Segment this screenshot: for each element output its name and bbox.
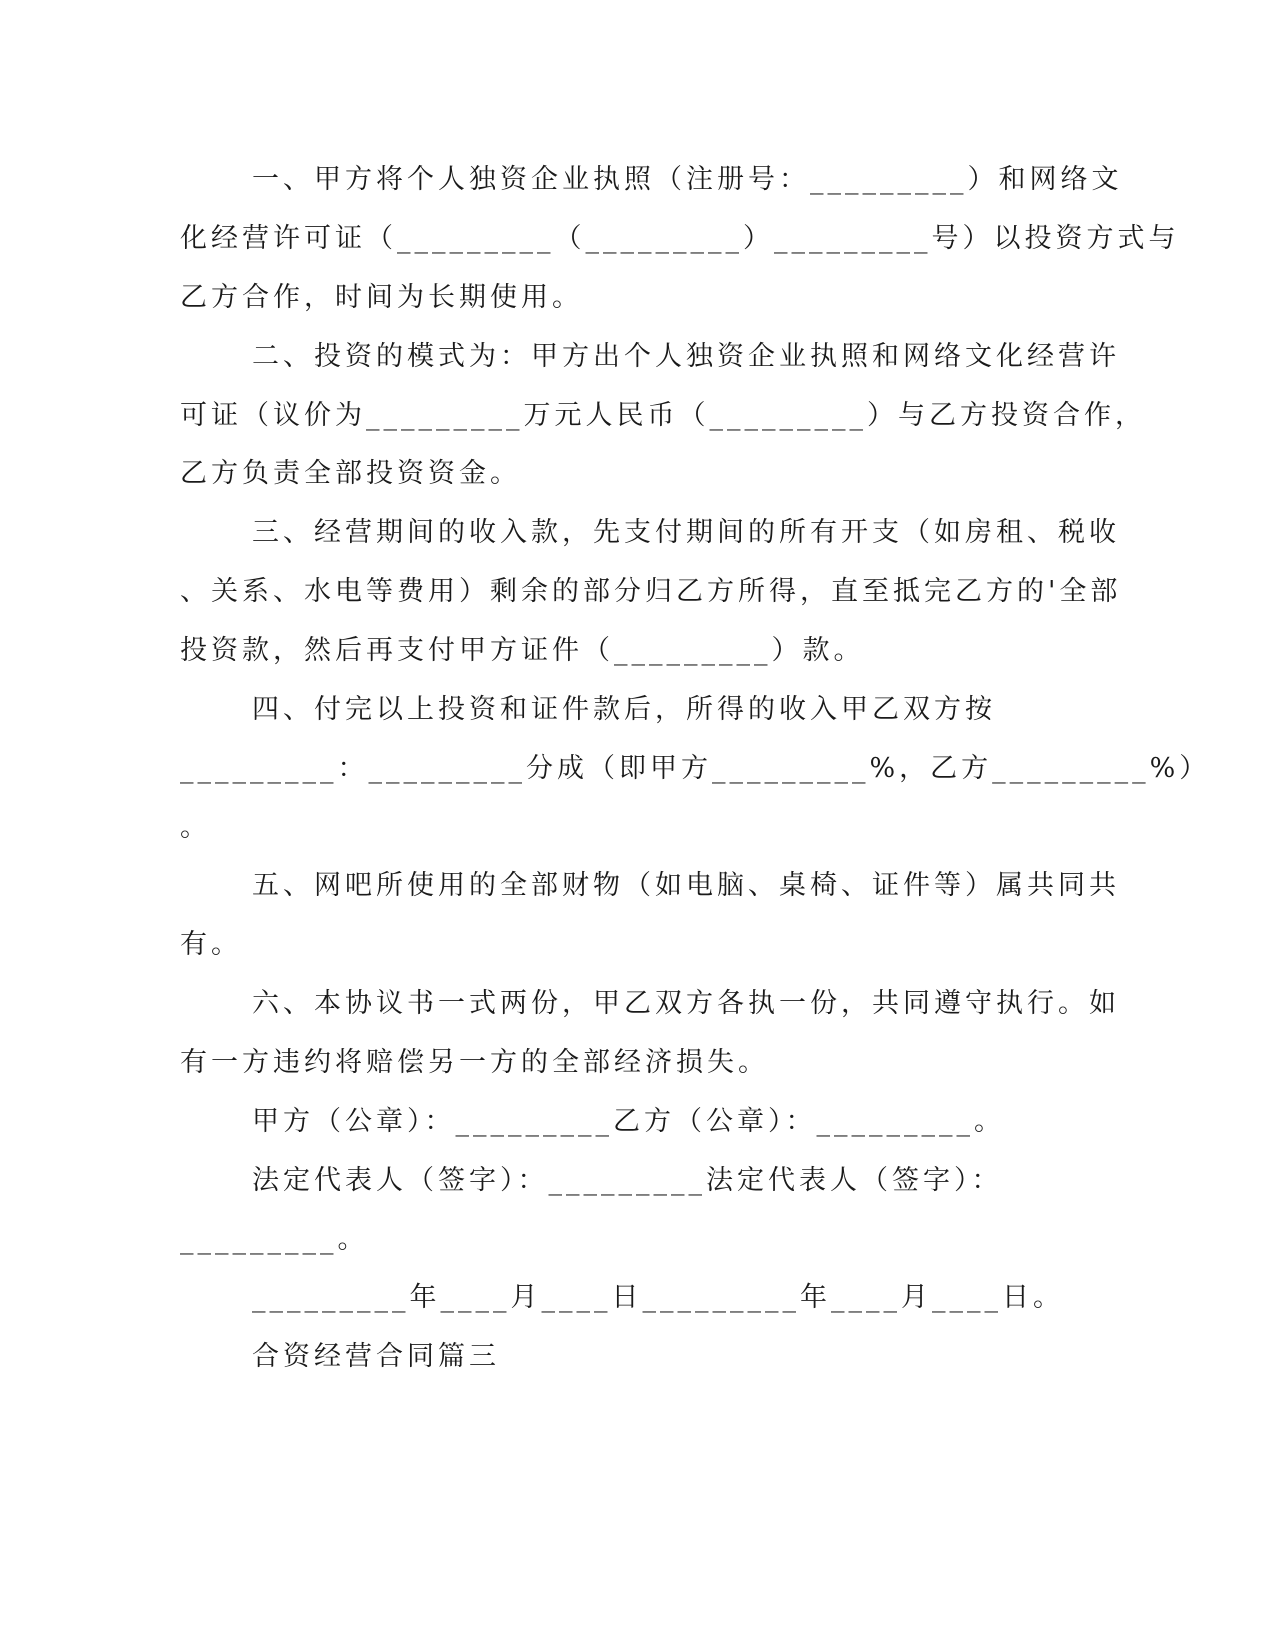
clause-1-line-3: 乙方合作，时间为长期使用。 (180, 282, 583, 313)
signature-line-2: _________。 (180, 1224, 369, 1255)
clause-1-line-2: 化经营许可证（_________（_________）_________号）以投资方式与 (180, 223, 1180, 254)
date-line: _________年____月____日_________年____月____日。 (252, 1282, 1064, 1313)
clause-2-line-3: 乙方负责全部投资资金。 (180, 458, 521, 489)
clause-2-line-1: 二、投资的模式为：甲方出个人独资企业执照和网络文化经营许 (252, 341, 1120, 372)
clause-4-line-2: _________：_________分成（即甲方_________%，乙方_________%） (180, 753, 1211, 784)
section-heading: 合资经营合同篇三 (252, 1341, 500, 1372)
clause-6-line-2: 有一方违约将赔偿另一方的全部经济损失。 (180, 1047, 769, 1078)
clause-2-line-2: 可证（议价为_________万元人民币（_________）与乙方投资合作， (180, 400, 1146, 431)
clause-1-line-1: 一、甲方将个人独资企业执照（注册号：_________）和网络文 (252, 164, 1123, 195)
clause-5-line-2: 有。 (180, 929, 242, 960)
seal-line: 甲方（公章）：_________乙方（公章）：_________。 (252, 1106, 1005, 1137)
clause-4-line-1: 四、付完以上投资和证件款后，所得的收入甲乙双方按 (252, 694, 996, 725)
clause-6-line-1: 六、本协议书一式两份，甲乙双方各执一份，共同遵守执行。如 (252, 988, 1120, 1019)
signature-line-1: 法定代表人（签字）：_________法定代表人（签字）： (252, 1165, 1003, 1196)
clause-3-line-1: 三、经营期间的收入款，先支付期间的所有开支（如房租、税收 (252, 517, 1120, 548)
clause-3-line-3: 投资款，然后再支付甲方证件（_________）款。 (180, 635, 865, 666)
clause-3-line-2: 、关系、水电等费用）剩余的部分归乙方所得，直至抵完乙方的'全部 (180, 576, 1122, 607)
clause-5-line-1: 五、网吧所使用的全部财物（如电脑、桌椅、证件等）属共同共 (252, 870, 1120, 901)
clause-4-line-3: 。 (180, 812, 211, 843)
